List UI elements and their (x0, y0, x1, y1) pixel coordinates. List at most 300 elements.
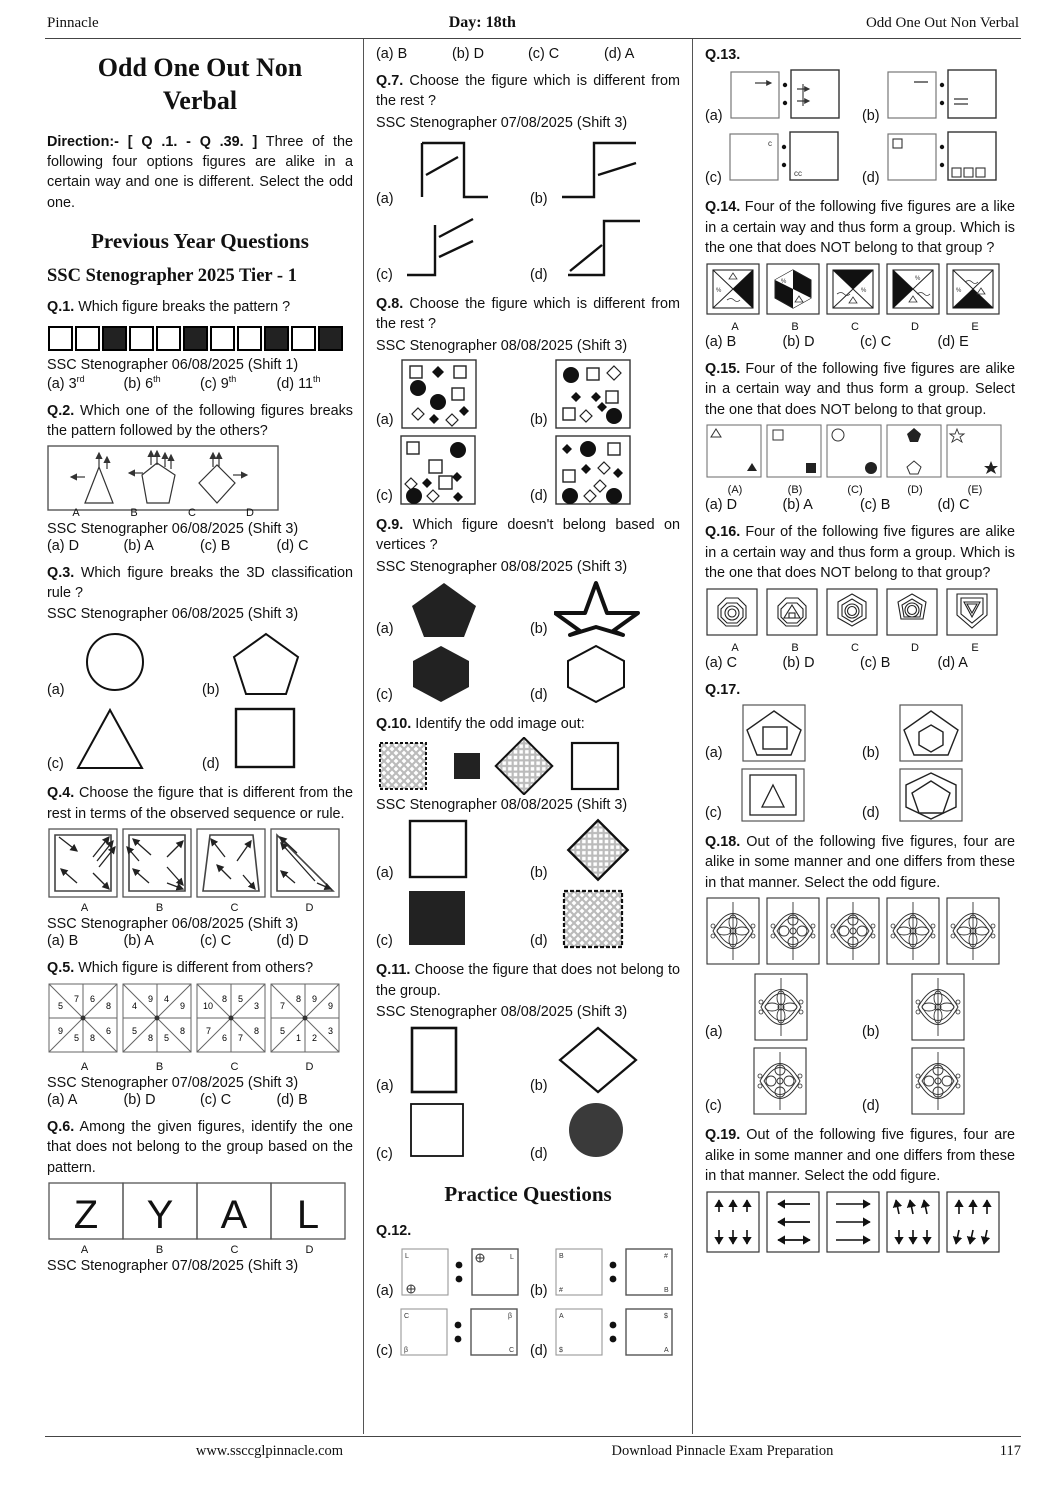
q16-caption-a: A (731, 641, 739, 654)
q18-figures (705, 896, 1005, 968)
q1-number: Q.1. (47, 299, 75, 316)
svg-text:9: 9 (148, 993, 154, 1004)
q11-label-d: (d) (530, 1146, 548, 1163)
q16-option-c[interactable]: (c) B (860, 654, 891, 671)
svg-text:%: % (781, 278, 787, 285)
svg-text:Y: Y (146, 1193, 174, 1238)
q15-caption-c: (C) (847, 484, 863, 497)
q18-option-d[interactable] (862, 1046, 1015, 1116)
svg-text:C: C (403, 1312, 409, 1320)
svg-text:8: 8 (180, 1025, 186, 1036)
q11-label-a: (a) (376, 1078, 394, 1095)
q6-text: Among the given figures, identify the one that does not belong to the group based on the pattern. (47, 1118, 353, 1176)
q9-source: SSC Stenographer 08/08/2025 (Shift 3) (376, 558, 628, 575)
q10-option-b[interactable] (530, 817, 680, 883)
q3-option-d[interactable] (202, 704, 353, 774)
filled-square-icon (399, 887, 489, 951)
svg-text:8: 8 (296, 993, 302, 1004)
column-left (45, 39, 363, 1434)
q12-option-b[interactable] (530, 1245, 680, 1301)
q10-option-c[interactable] (376, 887, 526, 951)
q12-label-b: (b) (530, 1282, 548, 1299)
q13-option-b[interactable] (862, 68, 1015, 126)
q12-label-a: (a) (376, 1282, 394, 1299)
q13-option-c[interactable] (705, 130, 858, 188)
q5-caption-d: D (305, 1060, 314, 1073)
paired-box-figure-a (400, 1245, 524, 1301)
filled-circle-icon (554, 1100, 644, 1164)
svg-text:4: 4 (164, 993, 170, 1004)
q6-caption-c: C (230, 1244, 239, 1257)
q16-figures (705, 587, 1005, 641)
q4-option-c[interactable]: (c) C (200, 933, 232, 950)
star-outline-icon (554, 579, 644, 639)
q16-caption-d: D (911, 641, 919, 654)
svg-text:A: A (558, 1312, 564, 1320)
q18-option-c[interactable] (705, 1046, 858, 1116)
svg-text:4: 4 (132, 1000, 138, 1011)
q16-captions (705, 642, 1005, 654)
q3-label-a: (a) (47, 682, 65, 699)
q8-source: SSC Stenographer 08/08/2025 (Shift 3) (376, 337, 628, 354)
q8-options-grid (376, 358, 680, 506)
q4-captions (47, 902, 347, 914)
column-middle (363, 39, 693, 1434)
svg-text:5: 5 (132, 1025, 138, 1036)
q5-option-b[interactable]: (b) D (123, 1091, 156, 1108)
svg-text:5: 5 (74, 1032, 80, 1043)
svg-text:10: 10 (203, 1000, 214, 1011)
svg-text:6: 6 (222, 1032, 228, 1043)
direction-range: [ Q .1. - Q .39. ] (127, 133, 258, 150)
q2-option-d[interactable]: (d) C (276, 537, 309, 554)
q17-label-d: (d) (862, 804, 880, 821)
q2-captions (47, 507, 279, 519)
q4-option-b[interactable]: (b) A (123, 933, 154, 950)
page-header (45, 10, 1021, 38)
triangle-shape (70, 704, 150, 774)
svg-text:1: 1 (296, 1032, 302, 1043)
svg-text:β: β (507, 1312, 512, 1320)
q1-option-a[interactable]: (a) 3rd (47, 373, 85, 392)
footer-promo: Download Pinnacle Exam Preparation (611, 1443, 834, 1459)
q8-option-d[interactable] (530, 434, 680, 506)
q14-captions (705, 321, 1005, 333)
question-5 (47, 958, 353, 978)
q11-option-d[interactable] (530, 1100, 680, 1164)
q6-number: Q.6. (47, 1118, 75, 1135)
q18-option-a[interactable] (705, 972, 858, 1042)
q19-figures (705, 1190, 1005, 1256)
empty-square-icon (400, 817, 490, 883)
q14-option-d[interactable]: (d) E (937, 333, 969, 350)
q14-option-a[interactable]: (a) B (705, 333, 737, 350)
filled-pentagon-icon (400, 579, 490, 639)
svg-text:L: L (404, 1252, 409, 1260)
q18-label-c: (c) (705, 1098, 722, 1115)
q7-text: Choose the figure which is different from the rest ? (376, 73, 681, 110)
q16-number: Q.16. (705, 524, 741, 541)
q2-caption-a: A (72, 506, 80, 519)
question-7 (376, 71, 680, 112)
q7-label-c: (c) (376, 266, 393, 283)
svg-text:β: β (403, 1346, 408, 1354)
q16-caption-c: C (851, 641, 859, 654)
shape-scatter-panel-c (399, 434, 477, 506)
q17-option-b[interactable] (862, 703, 1015, 763)
footer-website[interactable]: www.ssccglpinnacle.com (195, 1443, 344, 1459)
hexagon-outline-icon (554, 643, 644, 705)
svg-text:8: 8 (222, 993, 228, 1004)
q11-option-b[interactable] (530, 1024, 680, 1096)
tall-rectangle-icon (400, 1024, 490, 1096)
q12-option-a[interactable] (376, 1245, 526, 1301)
page-footer (45, 1437, 1021, 1460)
q2-caption-c: C (188, 506, 196, 519)
svg-text:9: 9 (312, 993, 318, 1004)
q8-label-b: (b) (530, 411, 548, 428)
q18-label-a: (a) (705, 1024, 723, 1041)
q2-number: Q.2. (47, 402, 75, 419)
q4-caption-d: D (305, 902, 314, 915)
q18-number: Q.18. (705, 833, 741, 850)
q18-option-b[interactable] (862, 972, 1015, 1042)
q10-label-c: (c) (376, 933, 393, 950)
square-shape (226, 704, 306, 774)
q17-option-a[interactable] (705, 703, 858, 763)
arrow-pair-figure-a (729, 68, 841, 126)
svg-text:A: A (220, 1193, 248, 1238)
q11-text: Choose the figure that does not belong to the group. (376, 962, 680, 999)
q15-option-d[interactable]: (d) C (937, 497, 970, 514)
q15-caption-e: (E) (967, 484, 983, 497)
page-title (47, 51, 353, 118)
q3-option-b[interactable] (202, 628, 353, 700)
svg-text:cc: cc (793, 169, 802, 179)
svg-text:2: 2 (312, 1032, 318, 1043)
q1-source: SSC Stenographer 06/08/2025 (Shift 1) (47, 356, 299, 373)
q3-option-c[interactable] (47, 704, 198, 774)
q9-option-b[interactable] (530, 579, 680, 639)
svg-text:9: 9 (328, 1000, 334, 1011)
q13-label-c: (c) (705, 170, 722, 187)
q2-caption-d: D (246, 506, 254, 519)
q12-option-d[interactable] (530, 1305, 680, 1361)
page-title-line2: Verbal (162, 86, 238, 116)
q8-number: Q.8. (376, 295, 404, 312)
q7-option-b[interactable] (530, 135, 680, 209)
q4-source: SSC Stenographer 06/08/2025 (Shift 3) (47, 916, 299, 933)
square-pair-figure-d (886, 130, 998, 188)
paired-box-figure-b (554, 1245, 678, 1301)
svg-text:A: A (663, 1346, 669, 1354)
q5-option-c[interactable]: (c) C (200, 1091, 232, 1108)
section-practice-questions: Practice Questions (444, 1182, 612, 1207)
q7-options-grid (376, 135, 680, 285)
q8-option-a[interactable] (376, 358, 526, 430)
q15-option-b[interactable]: (b) A (782, 497, 813, 514)
question-4 (47, 783, 353, 824)
q15-captions (705, 484, 1005, 496)
svg-text:5: 5 (58, 1000, 64, 1011)
q8-option-b[interactable] (530, 358, 680, 430)
q4-option-d[interactable]: (d) D (276, 933, 309, 950)
q14-options (705, 334, 1015, 350)
q6-caption-a: A (80, 1244, 89, 1257)
ornament-figure-c (728, 1046, 840, 1116)
q11-options-grid (376, 1024, 680, 1164)
svg-text:%: % (716, 287, 722, 294)
q5-number-grids (47, 982, 347, 1060)
section-previous-year: Previous Year Questions (91, 229, 309, 254)
q2-option-a[interactable]: (a) D (47, 537, 79, 554)
q9-text: Which figure doesn't belong based on vertices ? (376, 516, 680, 554)
q13-label-b: (b) (862, 108, 880, 125)
question-10 (376, 714, 680, 734)
q14-option-c[interactable]: (c) C (860, 333, 892, 350)
q8-text: Choose the figure which is different from the rest ? (376, 295, 681, 333)
svg-text:7: 7 (238, 1032, 244, 1043)
q7-label-d: (d) (530, 266, 548, 283)
q8-label-d: (d) (530, 487, 548, 504)
question-6 (47, 1117, 353, 1178)
q4-caption-a: A (80, 902, 89, 915)
q5-option-d[interactable]: (d) B (276, 1091, 308, 1108)
hatched-square-icon (554, 887, 644, 951)
q4-options (47, 933, 353, 949)
question-14 (705, 197, 1015, 258)
q16-option-a[interactable]: (a) C (705, 654, 737, 671)
q12-label-c: (c) (376, 1342, 393, 1359)
ornament-figure-b (886, 972, 998, 1042)
q6-option-a[interactable]: (a) B (376, 46, 408, 62)
q7-source: SSC Stenographer 07/08/2025 (Shift 3) (376, 114, 628, 131)
svg-text:Z: Z (73, 1193, 99, 1238)
svg-text:9: 9 (58, 1025, 64, 1036)
q15-option-c[interactable]: (c) B (860, 497, 891, 514)
q14-caption-d: D (911, 320, 919, 333)
q5-text: Which figure is different from others? (78, 960, 314, 977)
direction-label: Direction:- (47, 133, 119, 150)
question-9 (376, 515, 680, 556)
svg-text:$: $ (558, 1346, 563, 1354)
q4-caption-c: C (230, 902, 239, 915)
footer-page-number: 117 (999, 1443, 1021, 1459)
svg-text:8: 8 (148, 1032, 154, 1043)
q9-label-d: (d) (530, 686, 548, 703)
q13-option-a[interactable] (705, 68, 858, 126)
question-18 (705, 832, 1015, 893)
q10-option-a[interactable] (376, 817, 526, 883)
q6-caption-b: B (155, 1244, 164, 1257)
q17-label-a: (a) (705, 744, 723, 761)
q14-number: Q.14. (705, 199, 741, 216)
q4-text: Choose the figure that is different from the rest in terms of the observed sequence or rule. (47, 785, 354, 822)
q16-option-d[interactable]: (d) A (937, 654, 968, 671)
q5-caption-a: A (80, 1060, 89, 1073)
header-left: Pinnacle (47, 15, 99, 31)
q13-label-a: (a) (705, 108, 723, 125)
q6-options (376, 46, 680, 62)
zigzag-line-figure-b (554, 135, 650, 209)
q11-option-a[interactable] (376, 1024, 526, 1096)
q9-option-c[interactable] (376, 643, 526, 705)
svg-text:L: L (296, 1193, 320, 1238)
svg-text:c: c (767, 139, 772, 149)
q17-options-grid (705, 703, 1015, 823)
question-8 (376, 294, 680, 335)
q1-options (47, 374, 353, 392)
q2-caption-b: B (130, 506, 138, 519)
q15-option-a[interactable]: (a) D (705, 497, 737, 514)
q6-letter-figures (47, 1181, 347, 1243)
svg-text:B: B (558, 1252, 564, 1260)
pentagon-shape (226, 628, 306, 700)
arrow-pair-figure-b (886, 68, 998, 126)
zigzag-line-figure-d (554, 213, 650, 285)
q14-caption-e: E (971, 320, 979, 333)
q5-option-a[interactable]: (a) A (47, 1091, 78, 1108)
q11-source: SSC Stenographer 08/08/2025 (Shift 3) (376, 1004, 628, 1021)
q9-options-grid (376, 579, 680, 705)
q10-options-grid (376, 817, 680, 951)
svg-text:3: 3 (254, 1000, 260, 1011)
q1-option-c[interactable]: (c) 9th (200, 373, 237, 392)
diamond-outline-icon (554, 1024, 644, 1096)
q9-option-a[interactable] (376, 579, 526, 639)
q13-options-grid (705, 68, 1015, 188)
column-right (693, 39, 1017, 1434)
zigzag-line-figure-c (399, 213, 495, 285)
q5-options (47, 1092, 353, 1108)
q6-option-b[interactable]: (b) D (452, 46, 484, 62)
q2-option-b[interactable]: (b) A (123, 537, 154, 554)
header-right: Odd One Out Non Verbal (865, 15, 1019, 31)
paired-box-figure-d (554, 1305, 678, 1361)
q16-option-b[interactable]: (b) D (782, 654, 815, 671)
q3-label-c: (c) (47, 756, 64, 773)
q9-number: Q.9. (376, 516, 404, 533)
svg-text:6: 6 (90, 993, 96, 1004)
q11-label-b: (b) (530, 1078, 548, 1095)
question-11 (376, 960, 680, 1001)
q9-label-c: (c) (376, 686, 393, 703)
q3-source: SSC Stenographer 06/08/2025 (Shift 3) (47, 606, 299, 623)
q5-caption-c: C (230, 1060, 239, 1073)
q4-option-a[interactable]: (a) B (47, 933, 79, 950)
pentagon-hexagon-figure (886, 703, 992, 763)
pentagon-square-figure (729, 703, 835, 763)
q16-caption-e: E (971, 641, 979, 654)
q15-figures (705, 423, 1005, 483)
q12-option-c[interactable] (376, 1305, 526, 1361)
q9-option-d[interactable] (530, 643, 680, 705)
q10-label-d: (d) (530, 933, 548, 950)
q12-number: Q.12. (376, 1223, 412, 1240)
q3-label-b: (b) (202, 682, 220, 699)
q1-square-series (47, 321, 347, 355)
q5-caption-b: B (155, 1060, 164, 1073)
q18-text: Out of the following five figures, four are alike in some manner and one differs from these in that manner. Select the odd figure. (705, 833, 1016, 891)
shape-scatter-panel-d (554, 434, 632, 506)
q17-option-c[interactable] (705, 767, 858, 823)
q11-number: Q.11. (376, 962, 411, 979)
question-13 (705, 45, 1015, 65)
q9-label-a: (a) (376, 620, 394, 637)
q4-figures (47, 827, 347, 901)
question-16 (705, 522, 1015, 583)
q15-text: Four of the following five figures are alike in a certain way and thus form a group. Select the one that does NOT belong to that group. (705, 360, 1016, 418)
svg-text:C: C (508, 1346, 514, 1354)
q1-text: Which figure breaks the pattern ? (78, 299, 291, 316)
svg-text:5: 5 (238, 993, 244, 1004)
q19-number: Q.19. (705, 1127, 741, 1144)
q11-option-c[interactable] (376, 1100, 526, 1164)
header-title: Day: 18th (448, 14, 516, 31)
q14-text: Four of the following five figures are a like in a certain way and thus form a group. Which is the one that does NOT belong to that group ? (705, 199, 1016, 257)
question-15 (705, 359, 1015, 420)
question-19 (705, 1125, 1015, 1186)
svg-text:5: 5 (164, 1032, 170, 1043)
svg-text:5: 5 (280, 1025, 286, 1036)
svg-text:#: # (558, 1286, 563, 1294)
q3-option-a[interactable] (47, 628, 198, 700)
q17-label-c: (c) (705, 804, 722, 821)
q6-option-c[interactable]: (c) C (528, 46, 560, 62)
q17-option-d[interactable] (862, 767, 1015, 823)
q8-option-c[interactable] (376, 434, 526, 506)
svg-text:%: % (861, 287, 867, 294)
q1-option-d[interactable]: (d) 11th (276, 373, 321, 392)
q5-number: Q.5. (47, 960, 75, 977)
q18-options-grid (705, 972, 1015, 1116)
direction-body: Three of the following four options figures are alike in a certain way and one is different. Select the odd one. (47, 133, 353, 211)
svg-text:%: % (915, 275, 921, 282)
q1-option-b[interactable]: (b) 6th (123, 373, 161, 392)
question-17 (705, 680, 1015, 700)
svg-text:#: # (663, 1252, 668, 1260)
q15-caption-d: (D) (907, 484, 923, 497)
q17-number: Q.17. (705, 681, 741, 698)
q14-figures (705, 262, 1005, 320)
square-outline-icon (399, 1100, 489, 1164)
q10-sample-row (376, 737, 636, 795)
q7-option-c[interactable] (376, 213, 526, 285)
q7-option-d[interactable] (530, 213, 680, 285)
q7-number: Q.7. (376, 73, 404, 89)
square-triangle-figure (728, 767, 834, 823)
q14-option-b[interactable]: (b) D (782, 333, 815, 350)
q2-option-c[interactable]: (c) B (200, 537, 231, 554)
hatched-diamond-icon (554, 817, 644, 883)
q19-text: Out of the following five figures, four are alike in some manner and one differs from these in that manner. Select the odd figure. (705, 1127, 1016, 1185)
q18-label-b: (b) (862, 1024, 880, 1041)
q3-options-grid (47, 628, 353, 774)
q10-option-d[interactable] (530, 887, 680, 951)
q13-option-d[interactable] (862, 130, 1015, 188)
q12-options-grid (376, 1245, 680, 1361)
page-title-line1: Odd One Out Non (97, 53, 303, 82)
q7-option-a[interactable] (376, 135, 526, 209)
q9-label-b: (b) (530, 620, 548, 637)
three-column-body (45, 39, 1021, 1434)
svg-text:7: 7 (280, 1000, 286, 1011)
q13-label-d: (d) (862, 170, 880, 187)
q6-option-d[interactable]: (d) A (604, 46, 635, 62)
q16-text: Four of the following five figures are alike in a certain way and thus form a group. Which is the one that does NOT belong to that group? (705, 524, 1016, 582)
svg-text:L: L (509, 1253, 514, 1261)
q5-captions (47, 1061, 347, 1073)
